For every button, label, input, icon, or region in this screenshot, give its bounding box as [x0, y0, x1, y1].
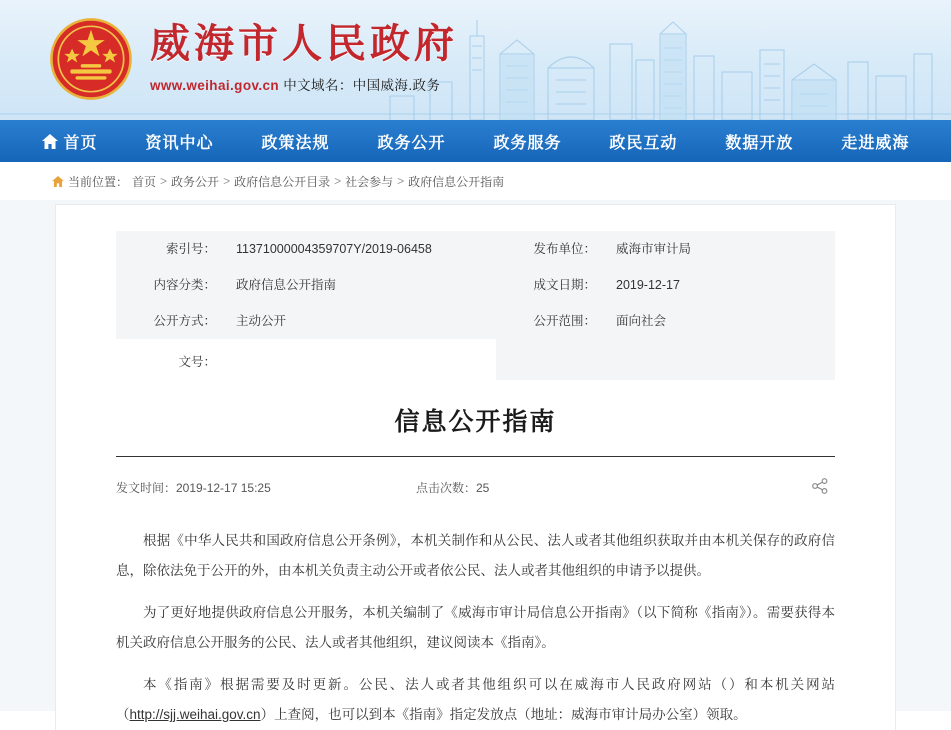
- breadcrumb: [52, 173, 504, 190]
- meta-value-scope: 面向社会: [606, 303, 835, 339]
- meta-label-scope: 公开范围：: [496, 303, 606, 339]
- nav-label-open-data: 数据开放: [725, 134, 794, 152]
- table-row: [116, 231, 835, 267]
- article-paragraph-2: 为了更好地提供政府信息公开服务，本机关编制了《威海市审计局信息公开指南》（以下简称《指南》）。需要获得本机关政府信息公开服务的公民、法人或者其他组织，建议阅读本《指南》。: [116, 605, 835, 650]
- breadcrumb-sep-2: >: [334, 174, 342, 188]
- breadcrumb-item-3[interactable]: 社会参与: [345, 174, 394, 189]
- table-row: [116, 339, 835, 380]
- article-paragraph-3: [116, 670, 835, 730]
- article-card: [55, 204, 896, 730]
- nav-item-news[interactable]: [139, 130, 219, 153]
- home-icon: [42, 134, 58, 149]
- breadcrumb-item-2[interactable]: 政府信息公开目录: [234, 174, 331, 189]
- nav-label-policy: 政策法规: [261, 134, 330, 152]
- table-row: [116, 303, 835, 339]
- meta-value-method: 主动公开: [226, 303, 496, 339]
- meta-label-index: 索引号：: [116, 231, 226, 267]
- nav-label-interaction: 政民互动: [609, 134, 678, 152]
- nav-item-about-weihai[interactable]: [835, 130, 915, 153]
- banner-text-block: [150, 18, 458, 94]
- main-navigation[interactable]: [0, 120, 951, 162]
- skyline-decoration: [0, 10, 951, 120]
- nav-item-gov-service[interactable]: [487, 130, 567, 153]
- site-banner: [0, 0, 951, 120]
- meta-spacer-label: [496, 339, 606, 380]
- nav-item-interaction[interactable]: [603, 130, 683, 153]
- meta-value-index: 11371000004359707Y/2019-06458: [226, 231, 496, 267]
- page-body: [0, 200, 951, 722]
- breadcrumb-item-4[interactable]: 政府信息公开指南: [408, 174, 505, 189]
- domain-value: 中国威海.政务: [352, 78, 441, 93]
- share-icon: [811, 477, 829, 495]
- nav-item-home[interactable]: [36, 130, 104, 153]
- meta-label-docnumber: 文号：: [116, 339, 226, 380]
- hit-count: 点击次数：25: [416, 481, 490, 495]
- article-body: [116, 508, 835, 730]
- domain-label: 中文域名：: [283, 78, 353, 93]
- nav-item-gov-open[interactable]: [371, 130, 451, 153]
- breadcrumb-prefix: 当前位置：: [68, 174, 129, 189]
- nav-label-gov-service: 政务服务: [493, 134, 562, 152]
- meta-value-docnumber: [226, 339, 496, 380]
- site-title: 威海市人民政府: [150, 21, 458, 67]
- site-subtitle: [150, 74, 458, 94]
- home-small-icon: [52, 176, 64, 187]
- nav-label-gov-open: 政务公开: [377, 134, 446, 152]
- gov-site-link[interactable]: http://sjj.weihai.gov.cn: [129, 707, 261, 722]
- nav-label-home: 首页: [63, 134, 98, 152]
- page-title: 信息公开指南: [394, 407, 557, 436]
- meta-spacer-value: [606, 339, 835, 380]
- breadcrumb-item-1[interactable]: 政务公开: [171, 174, 220, 189]
- breadcrumb-sep-3: >: [397, 174, 405, 188]
- breadcrumb-item-0[interactable]: 首页: [132, 174, 157, 189]
- document-submeta: [116, 471, 835, 508]
- site-url: www.weihai.gov.cn: [150, 78, 280, 93]
- nav-label-news: 资讯中心: [145, 134, 214, 152]
- article-paragraph-1: 根据《中华人民共和国政府信息公开条例》，本机关制作和从公民、法人或者其他组织获取并由本机关保存的政府信息，除依法免于公开的外，由本机关负责主动公开或者依公民、法人或者其他组织的申请予以提供。: [116, 533, 835, 578]
- share-button[interactable]: [811, 477, 835, 498]
- meta-label-method: 公开方式：: [116, 303, 226, 339]
- nav-item-open-data[interactable]: [719, 130, 799, 153]
- breadcrumb-sep-1: >: [223, 174, 231, 188]
- meta-value-publisher: 威海市审计局: [606, 231, 835, 267]
- title-divider: [116, 456, 835, 457]
- meta-value-category: 政府信息公开指南: [226, 267, 496, 303]
- paragraph3-after: ）上查阅，也可以到本《指南》指定发放点（地址：威海市审计局办公室）领取。: [260, 707, 747, 722]
- meta-label-publisher: 发布单位：: [496, 231, 606, 267]
- paragraph3-before: 本《指南》根据需要及时更新。公民、法人或者其他组织可以在威海市人民政府网站（）和本机关网站（: [116, 677, 835, 722]
- nav-label-about-weihai: 走进威海: [841, 134, 910, 152]
- national-emblem-icon: [48, 16, 134, 102]
- table-row: [116, 267, 835, 303]
- document-metadata-table: [116, 231, 835, 380]
- meta-value-date: 2019-12-17: [606, 267, 835, 303]
- meta-label-category: 内容分类：: [116, 267, 226, 303]
- nav-item-policy[interactable]: [255, 130, 335, 153]
- meta-label-date: 成文日期：: [496, 267, 606, 303]
- breadcrumb-sep-0: >: [160, 174, 168, 188]
- breadcrumb-bar: [0, 162, 951, 200]
- publish-time: 发文时间：2019-12-17 15:25: [116, 481, 271, 495]
